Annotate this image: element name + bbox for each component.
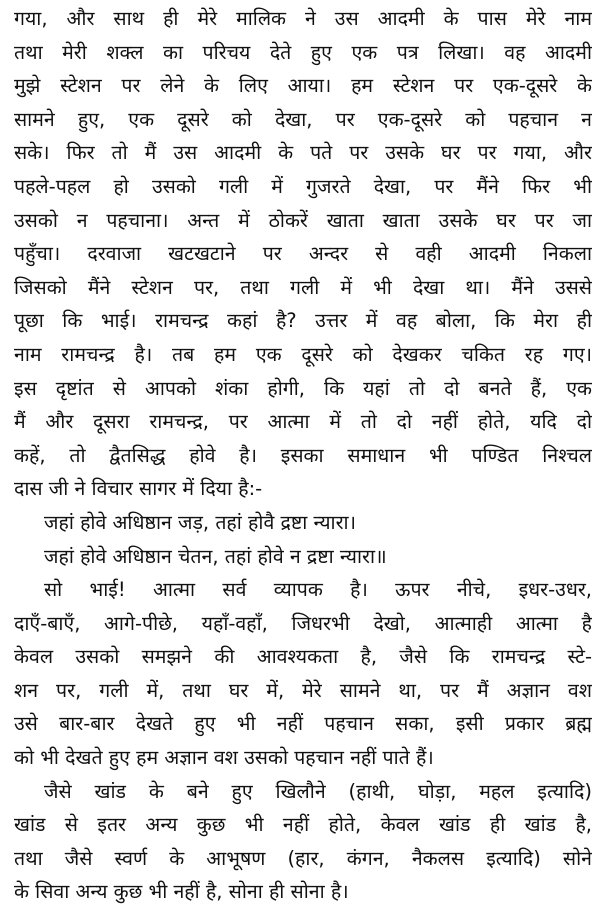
text-line: पूछा कि भाई। रामचन्द्र कहां है? उत्तर में वह बोला, कि मेरा ही [14, 309, 592, 333]
text-line: जैसे खांड के बने हुए खिलौने (हाथी, घोड़ा, महल इत्यादि) [44, 779, 592, 803]
text-line: दाएँ-बाएँ, आगे-पीछे, यहाँ-वहाँ, जिधरभी देखो, आत्माही आत्मा है [14, 611, 592, 635]
text-line: नाम रामचन्द्र है। तब हम एक दूसरे को देखकर चकित रह गए। [14, 342, 592, 366]
text-line: तथा जैसे स्वर्ण के आभूषण (हार, कंगन, नैकलस इत्यादि) सोने [14, 846, 592, 870]
text-line: मुझे स्टेशन पर लेने के लिए आया। हम स्टेशन पर एक-दूसरे के [14, 74, 592, 98]
text-line: शन पर, गली में, तथा घर में, मेरे सामने था, पर मैं अज्ञान वश [14, 678, 592, 702]
text-line: सो भाई! आत्मा सर्व व्यापक है। ऊपर नीचे, इधर-उधर, [44, 578, 592, 602]
text-line: पहले-पहल हो उसको गली में गुजरते देखा, पर मैंने फिर भी [14, 174, 592, 198]
text-line: खांड से इतर अन्य कुछ भी नहीं होते, केवल खांड ही खांड है, [14, 813, 592, 837]
text-line: सामने हुए, एक दूसरे को देखा, पर एक-दूसरे को पहचान न [14, 107, 592, 131]
text-line: दास जी ने विचार सागर में दिया है:- [14, 477, 263, 501]
text-line: केवल उसको समझने की आवश्यकता है, जैसे कि रामचन्द्र स्टे- [14, 645, 592, 669]
text-line: कहें, तो द्वैतसिद्ध होवे है। इसका समाधान भी पण्डित निश्चल [14, 443, 592, 467]
text-line: को भी देखते हुए हम अज्ञान वश उसको पहचान नहीं पाते हैं। [14, 746, 434, 770]
text-line: उसको न पहचाना। अन्त में ठोकरें खाता खाता उसके घर पर जा [14, 208, 592, 232]
text-line: मैं और दूसरा रामचन्द्र, पर आत्मा में तो दो नहीं होते, यदि दो [14, 410, 592, 434]
verse-line: जहां होवे अधिष्ठान चेतन, तहां होवे न द्रष्टा न्यारा॥ [44, 544, 387, 568]
text-line: तथा मेरी शक्ल का परिचय देते हुए एक पत्र लिखा। वह आदमी [14, 40, 592, 64]
text-line: उसे बार-बार देखते हुए भी नहीं पहचान सका, इसी प्रकार ब्रह्म [14, 712, 592, 736]
text-line: गया, और साथ ही मेरे मालिक ने उस आदमी के पास मेरे नाम [14, 7, 592, 30]
text-line: सके। फिर तो मैं उस आदमी के पते पर उसके घर पर गया, और [14, 141, 592, 165]
text-line: के सिवा अन्य कुछ भी नहीं है, सोना ही सोना है। [14, 880, 349, 904]
text-line: इस दृष्टांत से आपको शंका होगी, कि यहां तो दो बनते हैं, एक [14, 376, 592, 400]
text-line: पहुँचा। दरवाजा खटखटाने पर अन्दर से वही आदमी निकला [14, 242, 592, 266]
verse-line: जहां होवे अधिष्ठान जड़, तहां होवै द्रष्टा न्यारा। [44, 510, 356, 534]
text-line: जिसको मैंने स्टेशन पर, तथा गली में भी देखा था। मैंने उससे [14, 275, 592, 299]
